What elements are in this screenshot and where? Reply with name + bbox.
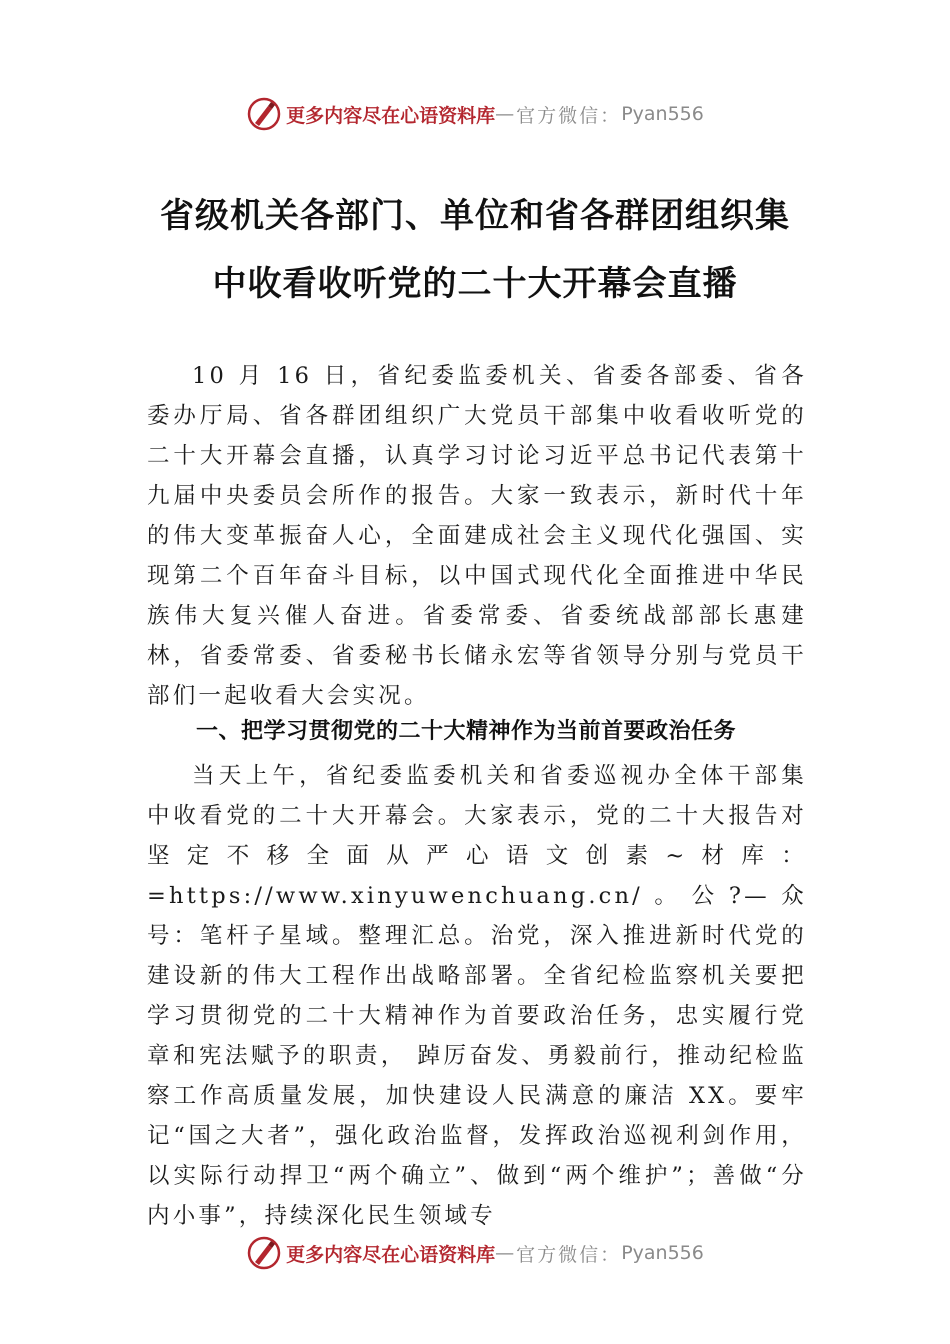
watermark-banner-top [0,94,950,134]
watermark-wechat-id: Pyan556 [621,1242,704,1264]
document-title-line-1: 省级机关各部门、单位和省各群团组织集 [160,196,790,236]
watermark-grey-text: 官方微信： [516,104,622,127]
body-paragraph-2 [147,756,807,1229]
watermark-dash: — [495,1242,517,1264]
section-heading-1: 一、把学习贯彻党的二十大精神作为当前首要政治任务 [196,719,737,744]
watermark-wechat-id: Pyan556 [621,103,704,125]
watermark-banner-bottom [0,1233,950,1273]
watermark-grey-text: 官方微信： [516,1243,622,1266]
pen-logo-icon [246,1235,282,1271]
pen-logo-icon [246,96,282,132]
body-paragraph-1 [147,356,807,709]
watermark-red-text: 更多内容尽在心语资料库 [286,1243,496,1266]
document-title-line-2: 中收看收听党的二十大开幕会直播 [212,264,738,304]
paragraph-text: 10 月 16 日，省纪委监委机关、省委各部委、省各委办厅局、省各群团组织广大党员干部集中收看收听党的二十大开幕会直播，认真学习讨论习近平总书记代表第十九届中央委员会所作的报告。大家一致表示，新时代十年的伟大变革振奋人心，全面建成社会主义现代化强国、实现第二个百年奋斗目标，以中国式现代化全面推进中华民族伟大复兴催人奋进。省委常委、省委统战部部长惠建林，省委常委、省委秘书长储永宏等省领导分别与党员干部们一起收看大会实况。 [147,363,807,709]
watermark-dash: — [495,103,517,125]
watermark-red-text: 更多内容尽在心语资料库 [286,104,496,127]
paragraph-text: 当天上午，省纪委监委机关和省委巡视办全体干部集中收看党的二十大开幕会。大家表示，党的二十大报告对坚定不移全面从严心语文创素~材库：=https://www.xinyuwenchuang.cn/。公?—众号：笔杆子星域。整理汇总。治党，深入推进新时代党的建设新的伟大工程作出战略部署。全省纪检监察机关要把学习贯彻党的二十大精神作为首要政治任务，忠实履行党章和宪法赋予的职责， 踔厉奋发、勇毅前行，推动纪检监察工作高质量发展，加快建设人民满意的廉洁 XX。要牢记“国之大者”，强化政治监督，发挥政治巡视利剑作用，以实际行动捍卫“两个确立”、做到“两个维护”；善做“分内小事”，持续深化民生领域专 [147,763,807,1229]
